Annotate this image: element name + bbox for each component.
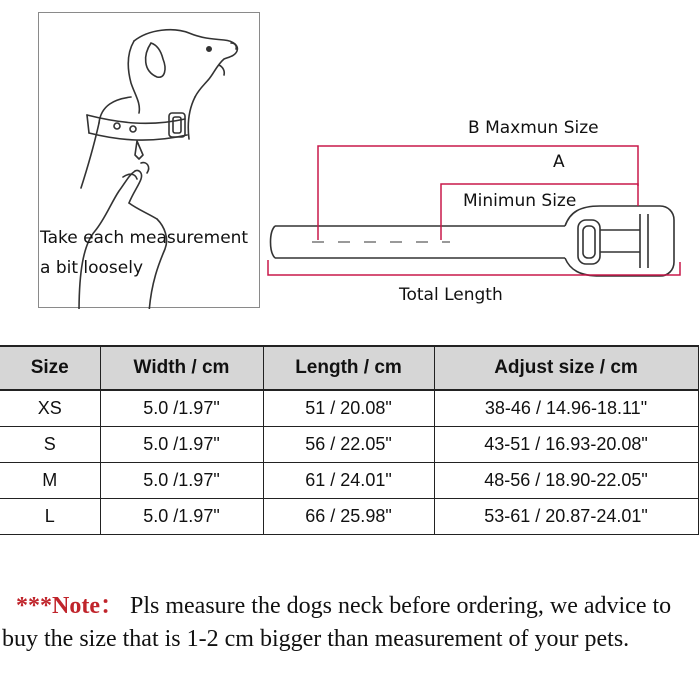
width-cell: 5.0 /1.97" xyxy=(100,499,263,535)
total-length-label: Total Length xyxy=(399,285,503,305)
size-chart-table xyxy=(0,345,699,535)
header-size: Size xyxy=(0,346,100,390)
header-width: Width / cm xyxy=(100,346,263,390)
adjust-cell: 53-61 / 20.87-24.01" xyxy=(434,499,698,535)
ordering-note xyxy=(2,590,698,656)
a-label: A xyxy=(553,152,565,172)
table-row xyxy=(0,390,698,427)
width-cell: 5.0 /1.97" xyxy=(100,427,263,463)
length-cell: 66 / 25.98" xyxy=(263,499,434,535)
size-cell: L xyxy=(0,499,100,535)
table-row xyxy=(0,427,698,463)
width-cell: 5.0 /1.97" xyxy=(100,390,263,427)
table-header-row xyxy=(0,346,698,390)
adjust-cell: 43-51 / 16.93-20.08" xyxy=(434,427,698,463)
width-cell: 5.0 /1.97" xyxy=(100,463,263,499)
adjust-cell: 48-56 / 18.90-22.05" xyxy=(434,463,698,499)
illustration-caption-line2: a bit loosely xyxy=(40,258,144,278)
collar-measurement-diagram xyxy=(0,0,700,330)
header-adjust-size: Adjust size / cm xyxy=(434,346,698,390)
total-length-bracket xyxy=(268,260,680,275)
max-size-label: B Maxmun Size xyxy=(468,118,599,138)
illustration-caption-line1: Take each measurement xyxy=(40,228,249,248)
size-cell: M xyxy=(0,463,100,499)
adjust-cell: 38-46 / 14.96-18.11" xyxy=(434,390,698,427)
note-label: ***Note： xyxy=(16,593,124,619)
size-cell: S xyxy=(0,427,100,463)
length-cell: 56 / 22.05" xyxy=(263,427,434,463)
collar-strap xyxy=(271,206,675,276)
table-row xyxy=(0,463,698,499)
note-text: Pls measure the dogs neck before ordering, we advice to buy the size that is 1-2 cm bigger than measurement of your pets. xyxy=(2,593,672,652)
table-row xyxy=(0,499,698,535)
min-size-label: Minimun Size xyxy=(463,191,577,211)
header-length: Length / cm xyxy=(263,346,434,390)
length-cell: 51 / 20.08" xyxy=(263,390,434,427)
size-cell: XS xyxy=(0,390,100,427)
length-cell: 61 / 24.01" xyxy=(263,463,434,499)
